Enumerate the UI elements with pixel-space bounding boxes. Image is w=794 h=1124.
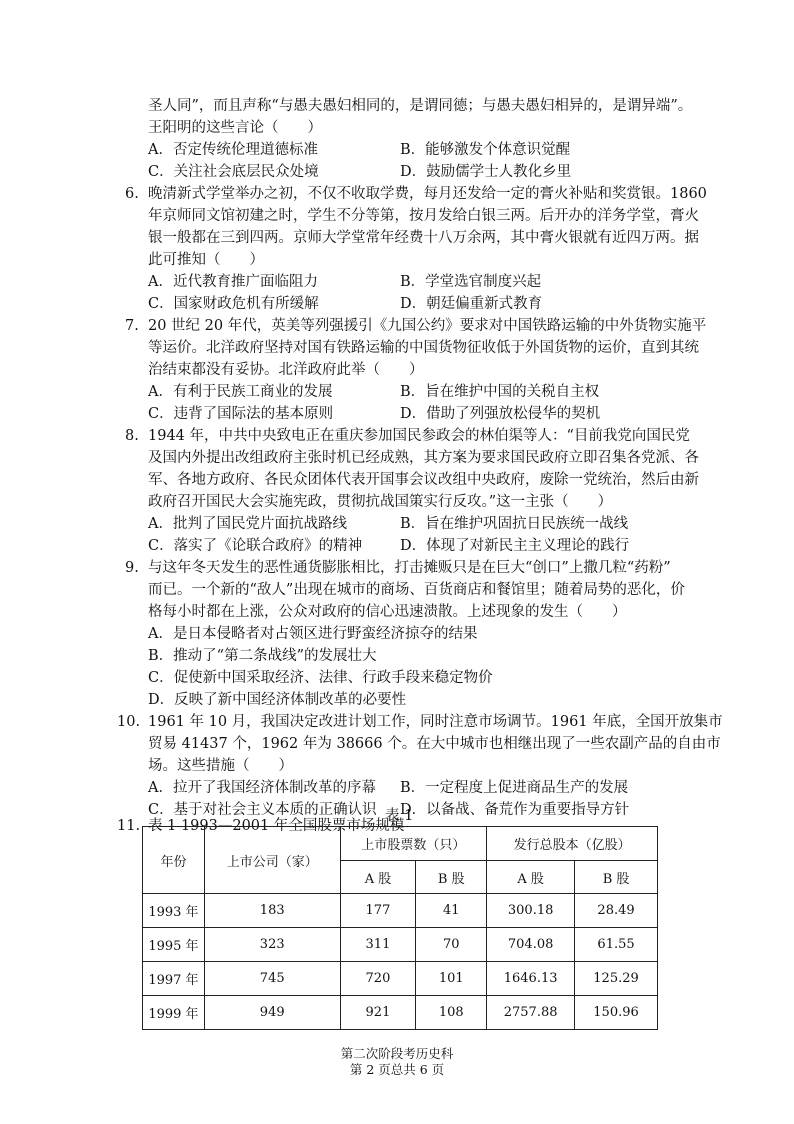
table-row bbox=[143, 928, 658, 962]
cell-stock-b: 41 bbox=[416, 894, 487, 928]
cell-companies: 183 bbox=[204, 894, 340, 928]
q9-option-a: A．是日本侵略者对占领区进行野蛮经济掠夺的结果 bbox=[148, 626, 478, 642]
header-stocks-b: B 股 bbox=[416, 861, 487, 894]
q5-option-a: A．否定传统伦理道德标准 bbox=[148, 142, 318, 158]
q7-number: 7. bbox=[125, 318, 139, 334]
q7-stem-line: 治结束都没有妥协。北洋政府此举（ ） bbox=[148, 362, 424, 378]
cell-companies: 745 bbox=[204, 962, 340, 996]
table-row bbox=[143, 894, 658, 928]
header-stocks: 上市股票数（只） bbox=[340, 827, 487, 861]
q6-option-a: A．近代教育推广面临阻力 bbox=[148, 274, 318, 290]
footer-page-number: 第 2 页总共 6 页 bbox=[349, 1062, 445, 1077]
q6-option-d: D．朝廷偏重新式教育 bbox=[400, 296, 543, 312]
q6-number: 6. bbox=[125, 186, 139, 202]
q6-stem-line: 银一般都在三到四两。京师大学堂常年经费十八万余两，其中膏火银就有近四万两。据 bbox=[148, 230, 699, 246]
cell-stock-b: 108 bbox=[416, 996, 487, 1030]
header-capital-a: A 股 bbox=[487, 861, 575, 894]
q10-option-a: A．拉开了我国经济体制改革的序幕 bbox=[148, 780, 376, 796]
q8-stem-line: 及国内外提出改组政府主张时机已经成熟，其方案为要求国民政府立即召集各党派、各 bbox=[148, 450, 699, 466]
cell-stock-a: 720 bbox=[340, 962, 416, 996]
q9-option-b: B．推动了“第二条战线”的发展壮大 bbox=[148, 648, 377, 664]
q8-option-d: D．体现了对新民主主义理论的践行 bbox=[400, 538, 630, 554]
q8-option-a: A．批判了国民党片面抗战路线 bbox=[148, 516, 347, 532]
header-companies: 上市公司（家） bbox=[204, 827, 340, 894]
q6-option-c: C．国家财政危机有所缓解 bbox=[148, 296, 319, 312]
q10-option-b: B．一定程度上促进商品生产的发展 bbox=[400, 780, 629, 796]
cell-stock-b: 101 bbox=[416, 962, 487, 996]
q9-option-c: C．促使新中国采取经济、法律、行政手段来稳定物价 bbox=[148, 670, 493, 686]
q9-stem-line: 与这年冬天发生的恶性通货膨胀相比，打击摊贩只是在巨大“创口”上撒几粒“药粉” bbox=[148, 560, 671, 576]
cell-capital-a: 704.08 bbox=[487, 928, 575, 962]
q9-number: 9. bbox=[125, 560, 139, 576]
q8-stem-line: 1944 年，中共中央致电正在重庆参加国民参政会的林伯渠等人：“目前我党向国民党 bbox=[148, 428, 690, 444]
q5-stem-line: 圣人同”，而且声称“与愚夫愚妇相同的，是谓同德；与愚夫愚妇相异的，是谓异端”。 bbox=[148, 98, 693, 114]
q5-option-b: B．能够激发个体意识觉醒 bbox=[400, 142, 571, 158]
q9-stem-line: 格每小时都在上涨，公众对政府的信心迅速溃散。上述现象的发生（ ） bbox=[148, 604, 627, 620]
q10-stem-line: 贸易 41437 个，1962 年为 38666 个。在大中城市也相继出现了一些农副产品的自由市 bbox=[148, 736, 721, 752]
q8-stem-line: 军、各地方政府、各民众团体代表开国事会议改组中央政府，废除一党统治，然后由新 bbox=[148, 472, 699, 488]
table-caption: 表 1 bbox=[385, 808, 414, 824]
q10-option-d: D．以备战、备荒作为重要指导方针 bbox=[400, 802, 630, 818]
q11-stem-line: 表 1 1993—2001 年全国股票市场规模 bbox=[148, 818, 405, 834]
cell-capital-b: 150.96 bbox=[575, 996, 658, 1030]
q9-option-d: D．反映了新中国经济体制改革的必要性 bbox=[148, 692, 407, 708]
q8-number: 8. bbox=[125, 428, 139, 444]
header-capital: 发行总股本（亿股） bbox=[487, 827, 658, 861]
q10-stem-line: 1961 年 10 月，我国决定改进计划工作，同时注意市场调节。1961 年底，全国开放集市 bbox=[148, 714, 723, 730]
cell-companies: 323 bbox=[204, 928, 340, 962]
table-row bbox=[143, 962, 658, 996]
cell-year: 1995 年 bbox=[143, 928, 205, 962]
q5-option-d: D．鼓励儒学士人教化乡里 bbox=[400, 164, 572, 180]
q11-number: 11. bbox=[117, 818, 141, 834]
q8-option-c: C．落实了《论联合政府》的精神 bbox=[148, 538, 363, 554]
cell-capital-b: 61.55 bbox=[575, 928, 658, 962]
q7-stem-line: 等运价。北洋政府坚持对国有铁路运输的中国货物征收低于外国货物的运价，直到其统 bbox=[148, 340, 699, 356]
q9-stem-line: 而已。一个新的“敌人”出现在城市的商场、百货商店和餐馆里；随着局势的恶化，价 bbox=[148, 582, 685, 598]
cell-capital-b: 125.29 bbox=[575, 962, 658, 996]
cell-stock-a: 311 bbox=[340, 928, 416, 962]
q7-option-b: B．旨在维护中国的关税自主权 bbox=[400, 384, 600, 400]
table-row bbox=[143, 996, 658, 1030]
cell-stock-a: 921 bbox=[340, 996, 416, 1030]
cell-year: 1997 年 bbox=[143, 962, 205, 996]
cell-capital-b: 28.49 bbox=[575, 894, 658, 928]
cell-stock-b: 70 bbox=[416, 928, 487, 962]
q6-option-b: B．学堂选官制度兴起 bbox=[400, 274, 542, 290]
stock-market-table bbox=[142, 826, 658, 1030]
footer-exam-title: 第二次阶段考历史科 bbox=[340, 1046, 454, 1061]
q8-stem-line: 政府召开国民大会实施宪政，贯彻抗战国策实行反攻。”这一主张（ ） bbox=[148, 494, 613, 510]
q10-number: 10. bbox=[117, 714, 141, 730]
q7-option-d: D．借助了列强放松侵华的契机 bbox=[400, 406, 601, 422]
cell-stock-a: 177 bbox=[340, 894, 416, 928]
q7-option-c: C．违背了国际法的基本原则 bbox=[148, 406, 334, 422]
cell-capital-a: 300.18 bbox=[487, 894, 575, 928]
q6-stem-line: 晚清新式学堂举办之初，不仅不收取学费，每月还发给一定的膏火补贴和奖赏银。1860 bbox=[148, 186, 707, 202]
q10-option-c: C．基于对社会主义本质的正确认识 bbox=[148, 802, 377, 818]
q5-option-c: C．关注社会底层民众处境 bbox=[148, 164, 319, 180]
q6-stem-line: 年京师同文馆初建之时，学生不分等第，按月发给白银三两。后开办的洋务学堂，膏火 bbox=[148, 208, 699, 224]
cell-year: 1999 年 bbox=[143, 996, 205, 1030]
header-stocks-a: A 股 bbox=[340, 861, 416, 894]
q6-stem-line: 此可推知（ ） bbox=[148, 252, 264, 268]
header-year: 年份 bbox=[143, 827, 205, 894]
q10-stem-line: 场。这些措施（ ） bbox=[148, 758, 293, 774]
q5-stem-line: 王阳明的这些言论（ ） bbox=[148, 120, 322, 136]
cell-capital-a: 1646.13 bbox=[487, 962, 575, 996]
q8-option-b: B．旨在维护巩固抗日民族统一战线 bbox=[400, 516, 629, 532]
q7-stem-line: 20 世纪 20 年代，英美等列强援引《九国公约》要求对中国铁路运输的中外货物实施平 bbox=[148, 318, 707, 334]
cell-capital-a: 2757.88 bbox=[487, 996, 575, 1030]
header-capital-b: B 股 bbox=[575, 861, 658, 894]
cell-companies: 949 bbox=[204, 996, 340, 1030]
cell-year: 1993 年 bbox=[143, 894, 205, 928]
q7-option-a: A．有利于民族工商业的发展 bbox=[148, 384, 333, 400]
